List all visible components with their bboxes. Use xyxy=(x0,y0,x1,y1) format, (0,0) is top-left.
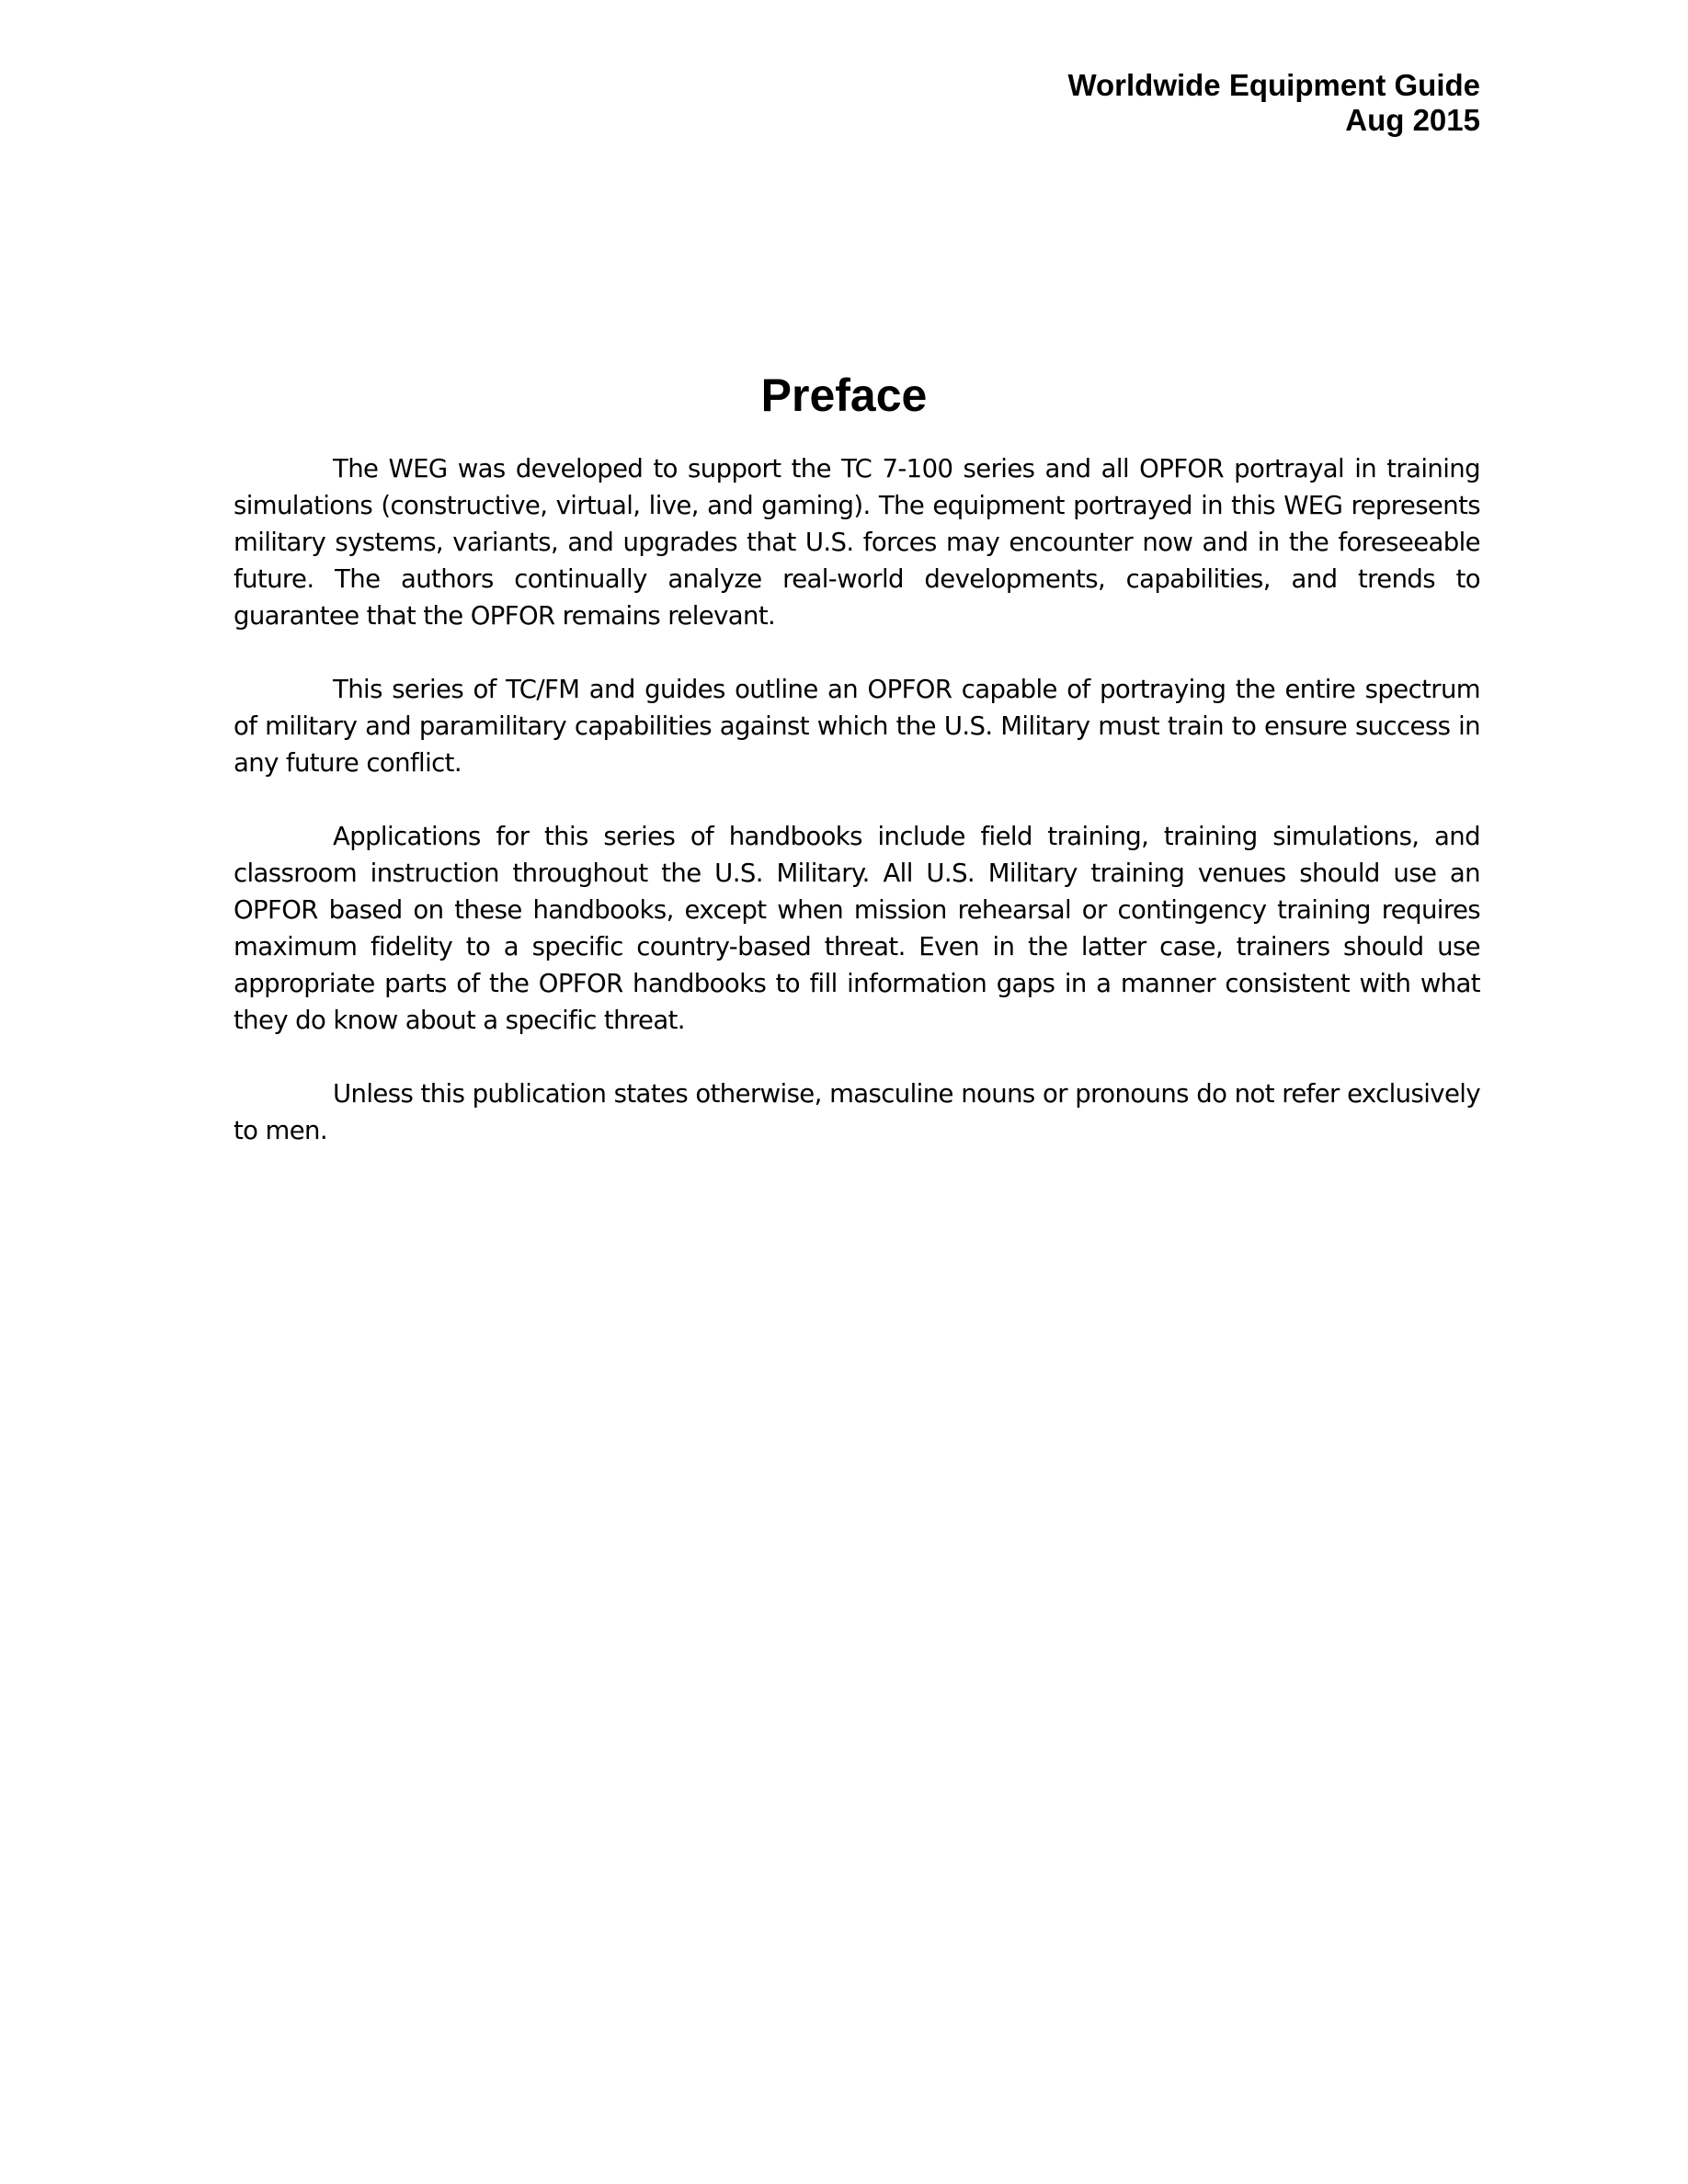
paragraph-3: Applications for this series of handbooks include field training, training simulations, and classroom instruction throughout the U.S. Military. All U.S. Military training venues should use an OPFOR based on these handbooks, except when mission rehearsal or contingency training requires maximum fidelity to a specific country-based threat. Even in the latter case, trainers should use appropriate parts of the OPFOR handbooks to fill information gaps in a manner consistent with what they do know about a specific threat. xyxy=(234,822,1480,1035)
document-header xyxy=(1067,68,1480,138)
page-title: Preface xyxy=(760,370,928,421)
preface-body xyxy=(234,450,1480,1186)
paragraph-1: The WEG was developed to support the TC 7-100 series and all OPFOR portrayal in training simulations (constructive, virtual, live, and gaming). The equipment portrayed in this WEG represents military systems, variants, and upgrades that U.S. forces may encounter now and in the foreseeable future. The authors continually analyze real-world developments, capabilities, and trends to guarantee that the OPFOR remains relevant. xyxy=(234,454,1480,631)
document-date: Aug 2015 xyxy=(1345,103,1480,137)
paragraph-4: Unless this publication states otherwise, masculine nouns or pronouns do not refer exclusively to men. xyxy=(234,1079,1480,1145)
document-title: Worldwide Equipment Guide xyxy=(1067,68,1480,102)
paragraph-2: This series of TC/FM and guides outline an OPFOR capable of portraying the entire spectrum of military and paramilitary capabilities against which the U.S. Military must train to ensure success in any future conflict. xyxy=(234,675,1480,778)
